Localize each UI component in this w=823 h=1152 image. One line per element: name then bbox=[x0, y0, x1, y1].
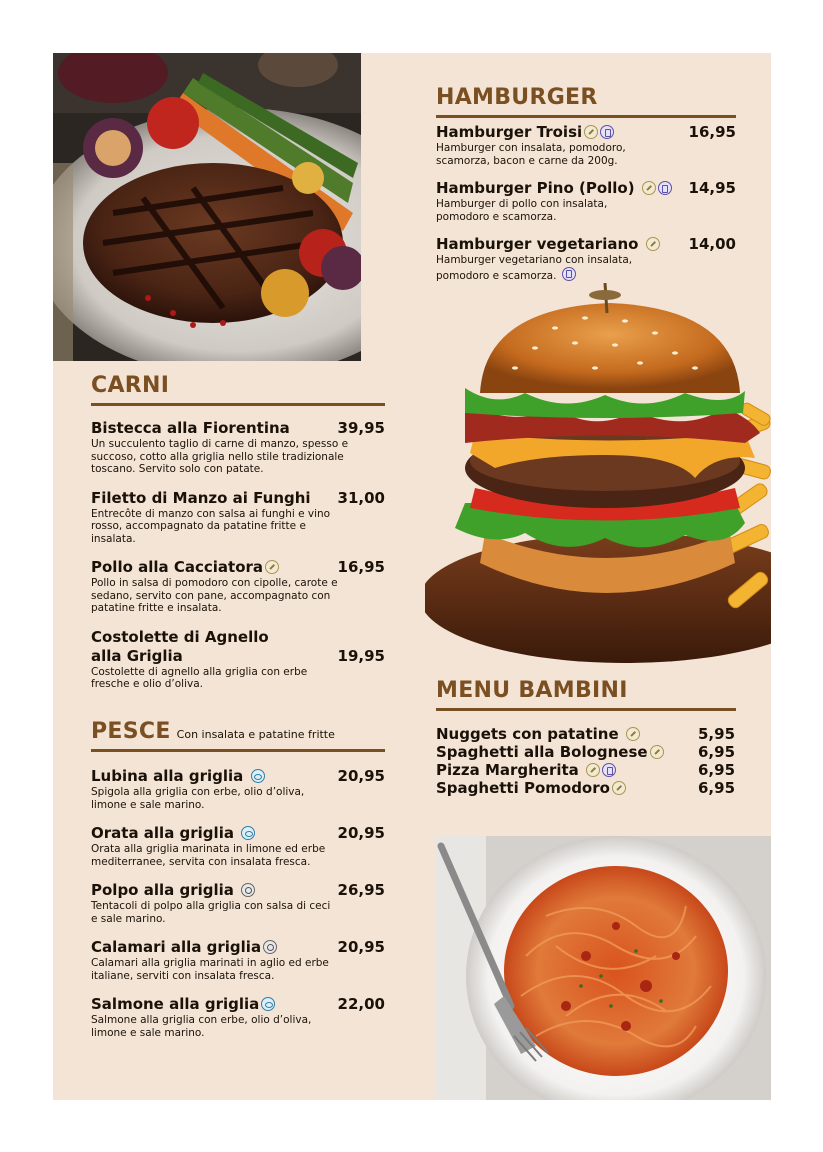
steak-photo bbox=[53, 53, 361, 361]
dairy-icon bbox=[658, 181, 672, 195]
menu-item bbox=[436, 123, 736, 167]
item-name: Salmone alla griglia bbox=[91, 995, 260, 1013]
gluten-icon bbox=[626, 727, 640, 741]
item-price: 16,95 bbox=[337, 558, 385, 576]
pasta-photo bbox=[436, 836, 771, 1100]
carni-title: CARNI bbox=[91, 373, 170, 398]
gluten-icon bbox=[646, 237, 660, 251]
item-price: 20,95 bbox=[337, 824, 385, 842]
dairy-icon bbox=[562, 267, 576, 281]
item-price: 16,95 bbox=[688, 123, 736, 141]
item-description: Pollo in salsa di pomodoro con cipolle, carote e sedano, servito con pane, accompagnato con patatine fritte e insalata. bbox=[91, 577, 338, 614]
item-name: Pollo alla Cacciatora bbox=[91, 558, 264, 576]
item-price: 6,95 bbox=[698, 779, 736, 797]
steak-illustration bbox=[53, 53, 361, 361]
item-name: Filetto di Manzo ai Funghi bbox=[91, 488, 311, 507]
item-name: Spaghetti Pomodoro bbox=[436, 779, 610, 797]
item-name: Lubina alla griglia bbox=[91, 767, 244, 785]
pesce-title: PESCE bbox=[91, 719, 171, 744]
menu-item bbox=[91, 419, 385, 476]
bambini-list bbox=[436, 725, 736, 797]
hamburger-section bbox=[436, 87, 736, 282]
kids-item bbox=[436, 725, 736, 743]
gluten-icon bbox=[642, 181, 656, 195]
burger-illustration bbox=[425, 283, 771, 675]
item-name: Pizza Margherita bbox=[436, 761, 579, 779]
item-name: Bistecca alla Fiorentina bbox=[91, 419, 290, 437]
item-description: Un succulento taglio di carne di manzo, spesso e succoso, cotto alla griglia nello stile tradizionale toscano. Servito solo con patate. bbox=[91, 438, 349, 475]
pasta-illustration bbox=[436, 836, 771, 1100]
item-price: 6,95 bbox=[698, 743, 736, 761]
carni-rule bbox=[91, 403, 385, 406]
fish-icon bbox=[241, 826, 255, 840]
menu-item bbox=[436, 179, 736, 223]
item-price: 5,95 bbox=[698, 725, 736, 743]
item-description: Hamburger con insalata, pomodoro, scamorza, bacon e carne da 200g. bbox=[436, 142, 626, 167]
item-name: Calamari alla griglia bbox=[91, 938, 262, 956]
kids-item bbox=[436, 779, 736, 797]
item-price: 14,00 bbox=[688, 235, 736, 253]
item-name: Costolette di Agnello alla Griglia bbox=[91, 627, 269, 665]
item-price: 39,95 bbox=[337, 419, 385, 437]
item-description: Hamburger vegetariano con insalata, pomodoro e scamorza. bbox=[436, 254, 633, 282]
item-price: 22,00 bbox=[337, 995, 385, 1013]
item-name: Polpo alla griglia bbox=[91, 881, 234, 899]
item-price: 20,95 bbox=[337, 767, 385, 785]
pesce-section bbox=[91, 721, 385, 1039]
menu-item bbox=[91, 767, 385, 811]
item-name: Spaghetti alla Bolognese bbox=[436, 743, 648, 761]
item-name: Hamburger Troisi bbox=[436, 123, 583, 141]
item-description: Hamburger di pollo con insalata, pomodoro e scamorza. bbox=[436, 198, 608, 223]
item-price: 26,95 bbox=[337, 881, 385, 899]
menu-item bbox=[91, 881, 385, 925]
menu-item bbox=[91, 628, 385, 691]
hamburger-title: HAMBURGER bbox=[436, 85, 598, 110]
item-description: Orata alla griglia marinata in limone ed erbe mediterranee, servita con insalata fresca. bbox=[91, 843, 326, 868]
pesce-rule bbox=[91, 749, 385, 752]
menu-item bbox=[91, 938, 385, 982]
mollusc-icon bbox=[241, 883, 255, 897]
hamburger-rule bbox=[436, 115, 736, 118]
carni-section bbox=[91, 375, 385, 691]
item-description: Tentacoli di polpo alla griglia con salsa di ceci e sale marino. bbox=[91, 900, 331, 925]
gluten-icon bbox=[584, 125, 598, 139]
item-price: 31,00 bbox=[337, 488, 385, 507]
menu-item bbox=[91, 995, 385, 1039]
pesce-subtitle: Con insalata e patatine fritte bbox=[176, 728, 335, 741]
mollusc-icon bbox=[263, 940, 277, 954]
menu-item bbox=[91, 558, 385, 615]
item-description: Calamari alla griglia marinati in aglio ed erbe italiane, serviti con insalata fresca. bbox=[91, 957, 329, 982]
item-price: 20,95 bbox=[337, 938, 385, 956]
bambini-rule bbox=[436, 708, 736, 711]
gluten-icon bbox=[612, 781, 626, 795]
item-name: Hamburger vegetariano bbox=[436, 235, 639, 253]
fish-icon bbox=[251, 769, 265, 783]
menu-item bbox=[91, 824, 385, 868]
menu-page bbox=[53, 53, 771, 1100]
item-description: Entrecôte di manzo con salsa ai funghi e vino rosso, accompagnato da patatine fritte e insalata. bbox=[91, 507, 331, 545]
bambini-section bbox=[436, 680, 736, 797]
item-name: Hamburger Pino (Pollo) bbox=[436, 179, 635, 197]
item-description: Costolette di agnello alla griglia con erbe fresche e olio d’oliva. bbox=[91, 665, 308, 690]
item-price: 6,95 bbox=[698, 761, 736, 779]
dairy-icon bbox=[600, 125, 614, 139]
burger-photo bbox=[425, 283, 771, 675]
item-name: Orata alla griglia bbox=[91, 824, 234, 842]
menu-item bbox=[91, 489, 385, 546]
kids-item bbox=[436, 761, 736, 779]
item-price: 19,95 bbox=[337, 646, 385, 665]
gluten-icon bbox=[650, 745, 664, 759]
kids-item bbox=[436, 743, 736, 761]
item-description: Spigola alla griglia con erbe, olio d’oliva, limone e sale marino. bbox=[91, 786, 305, 811]
fish-icon bbox=[261, 997, 275, 1011]
gluten-icon bbox=[265, 560, 279, 574]
item-price: 14,95 bbox=[688, 179, 736, 197]
dairy-icon bbox=[602, 763, 616, 777]
bambini-title: MENU BAMBINI bbox=[436, 678, 628, 703]
item-name: Nuggets con patatine bbox=[436, 725, 619, 743]
item-description: Salmone alla griglia con erbe, olio d’oliva, limone e sale marino. bbox=[91, 1014, 312, 1039]
menu-item bbox=[436, 235, 736, 282]
gluten-icon bbox=[586, 763, 600, 777]
